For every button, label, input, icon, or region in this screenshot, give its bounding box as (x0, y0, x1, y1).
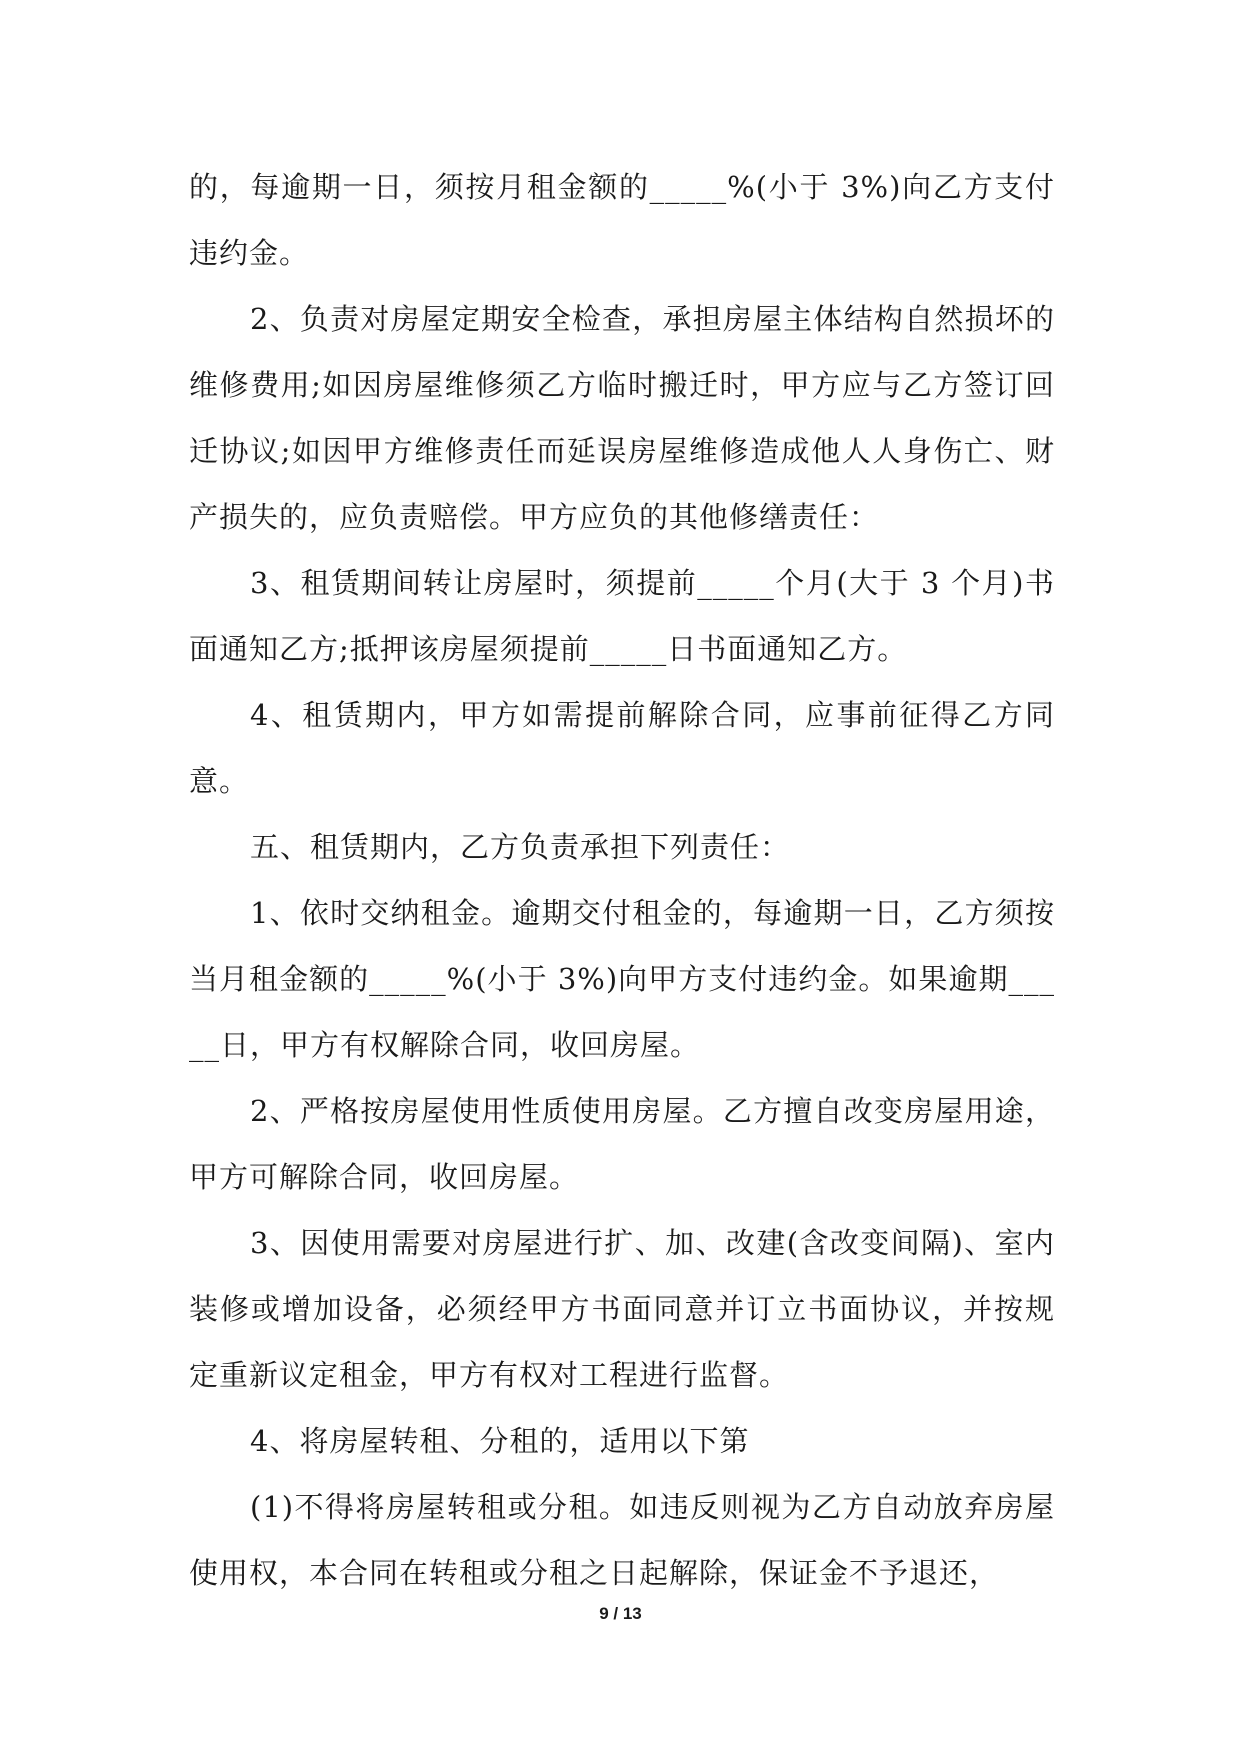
paragraph-tenant-clause-4: 4、将房屋转租、分租的，适用以下第 (250, 1424, 750, 1458)
paragraph-continuation: 的，每逾期一日，须按月租金额的_____%(小于 3%)向乙方支付违约金。 (189, 170, 1055, 270)
paragraph-tenant-clause-2: 2、严格按房屋使用性质使用房屋。乙方擅自改变房屋用途，甲方可解除合同，收回房屋。 (189, 1094, 1055, 1194)
paragraph-tenant-clause-1: 1、依时交纳租金。逾期交付租金的，每逾期一日，乙方须按当月租金额的_____%(小于 3%)向甲方支付违约金。如果逾期_____日，甲方有权解除合同，收回房屋。 (189, 896, 1055, 1062)
paragraph-clause-2: 2、负责对房屋定期安全检查，承担房屋主体结构自然损坏的维修费用;如因房屋维修须乙方临时搬迁时，甲方应与乙方签订回迁协议;如因甲方维修责任而延误房屋维修造成他人人身伤亡、财产损失的，应负责赔偿。甲方应负的其他修缮责任： (189, 302, 1055, 534)
paragraph-tenant-clause-3: 3、因使用需要对房屋进行扩、加、改建(含改变间隔)、室内装修或增加设备，必须经甲方书面同意并订立书面协议，并按规定重新议定租金，甲方有权对工程进行监督。 (189, 1226, 1055, 1392)
page-number: 9 / 13 (599, 1604, 642, 1623)
document-body (189, 154, 1055, 1606)
paragraph-clause-4: 4、租赁期内，甲方如需提前解除合同，应事前征得乙方同意。 (189, 698, 1055, 798)
paragraph-clause-3: 3、租赁期间转让房屋时，须提前_____个月(大于 3 个月)书面通知乙方;抵押该房屋须提前_____日书面通知乙方。 (189, 566, 1055, 666)
paragraph-subclause-1: (1)不得将房屋转租或分租。如违反则视为乙方自动放弃房屋使用权，本合同在转租或分租之日起解除，保证金不予退还， (189, 1490, 1055, 1590)
section-heading-five: 五、租赁期内，乙方负责承担下列责任： (250, 830, 791, 864)
